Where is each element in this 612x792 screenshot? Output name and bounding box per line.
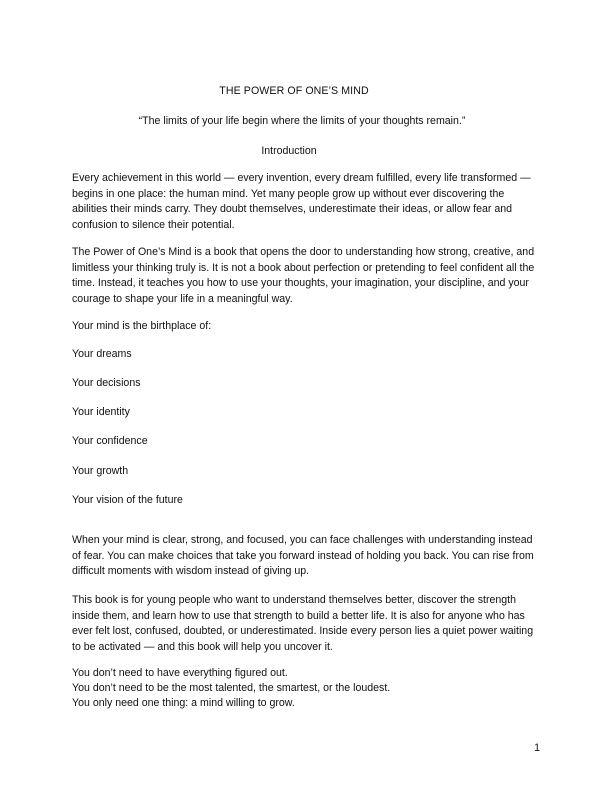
- list-item: Your vision of the future: [72, 494, 183, 506]
- page-title: THE POWER OF ONE’S MIND: [219, 85, 369, 97]
- page-number: 1: [534, 742, 540, 754]
- list-item: Your confidence: [72, 435, 148, 447]
- list-item: Your identity: [72, 406, 130, 418]
- list-item: Your dreams: [72, 348, 132, 360]
- epigraph-quote: “The limits of your life begin where the limits of your thoughts remain.”: [138, 115, 466, 127]
- paragraph: When your mind is clear, strong, and focused, you can face challenges with understanding instead of fear. You can make choices that take you forward instead of holding you back. You can rise from difficult moments with wisdom instead of giving up.: [72, 534, 534, 578]
- section-heading: Introduction: [261, 145, 317, 157]
- paragraph: Every achievement in this world — every invention, every dream fulfilled, every life transformed — begins in one place: the human mind. Yet many people grow up without ever discovering the abilities their minds carry. They doubt themselves, underestimate their ideas, or allow fear and confusion to silence their potential.: [72, 172, 531, 231]
- paragraph: This book is for young people who want to understand themselves better, discover the strength inside them, and learn how to use that strength to build a better life. It is also for anyone who has ever felt lost, confused, doubted, or underestimated. Inside every person lies a quiet power waiting to be activated — and this book will help you uncover it.: [72, 594, 534, 653]
- paragraph: The Power of One’s Mind is a book that opens the door to understanding how strong, creative, and limitless your thinking truly is. It is not a book about perfection or pretending to feel confident all the time. Instead, it teaches you how to use your thoughts, your imagination, your discipline, and your courage to shape your life in a meaningful way.: [72, 246, 535, 305]
- closing-line: You only need one thing: a mind willing to grow.: [72, 697, 295, 709]
- list-intro: Your mind is the birthplace of:: [72, 320, 212, 332]
- closing-line: You don’t need to have everything figured out.: [72, 667, 288, 679]
- list-item: Your growth: [72, 465, 129, 477]
- list-item: Your decisions: [72, 377, 141, 389]
- closing-line: You don’t need to be the most talented, the smartest, or the loudest.: [72, 682, 391, 694]
